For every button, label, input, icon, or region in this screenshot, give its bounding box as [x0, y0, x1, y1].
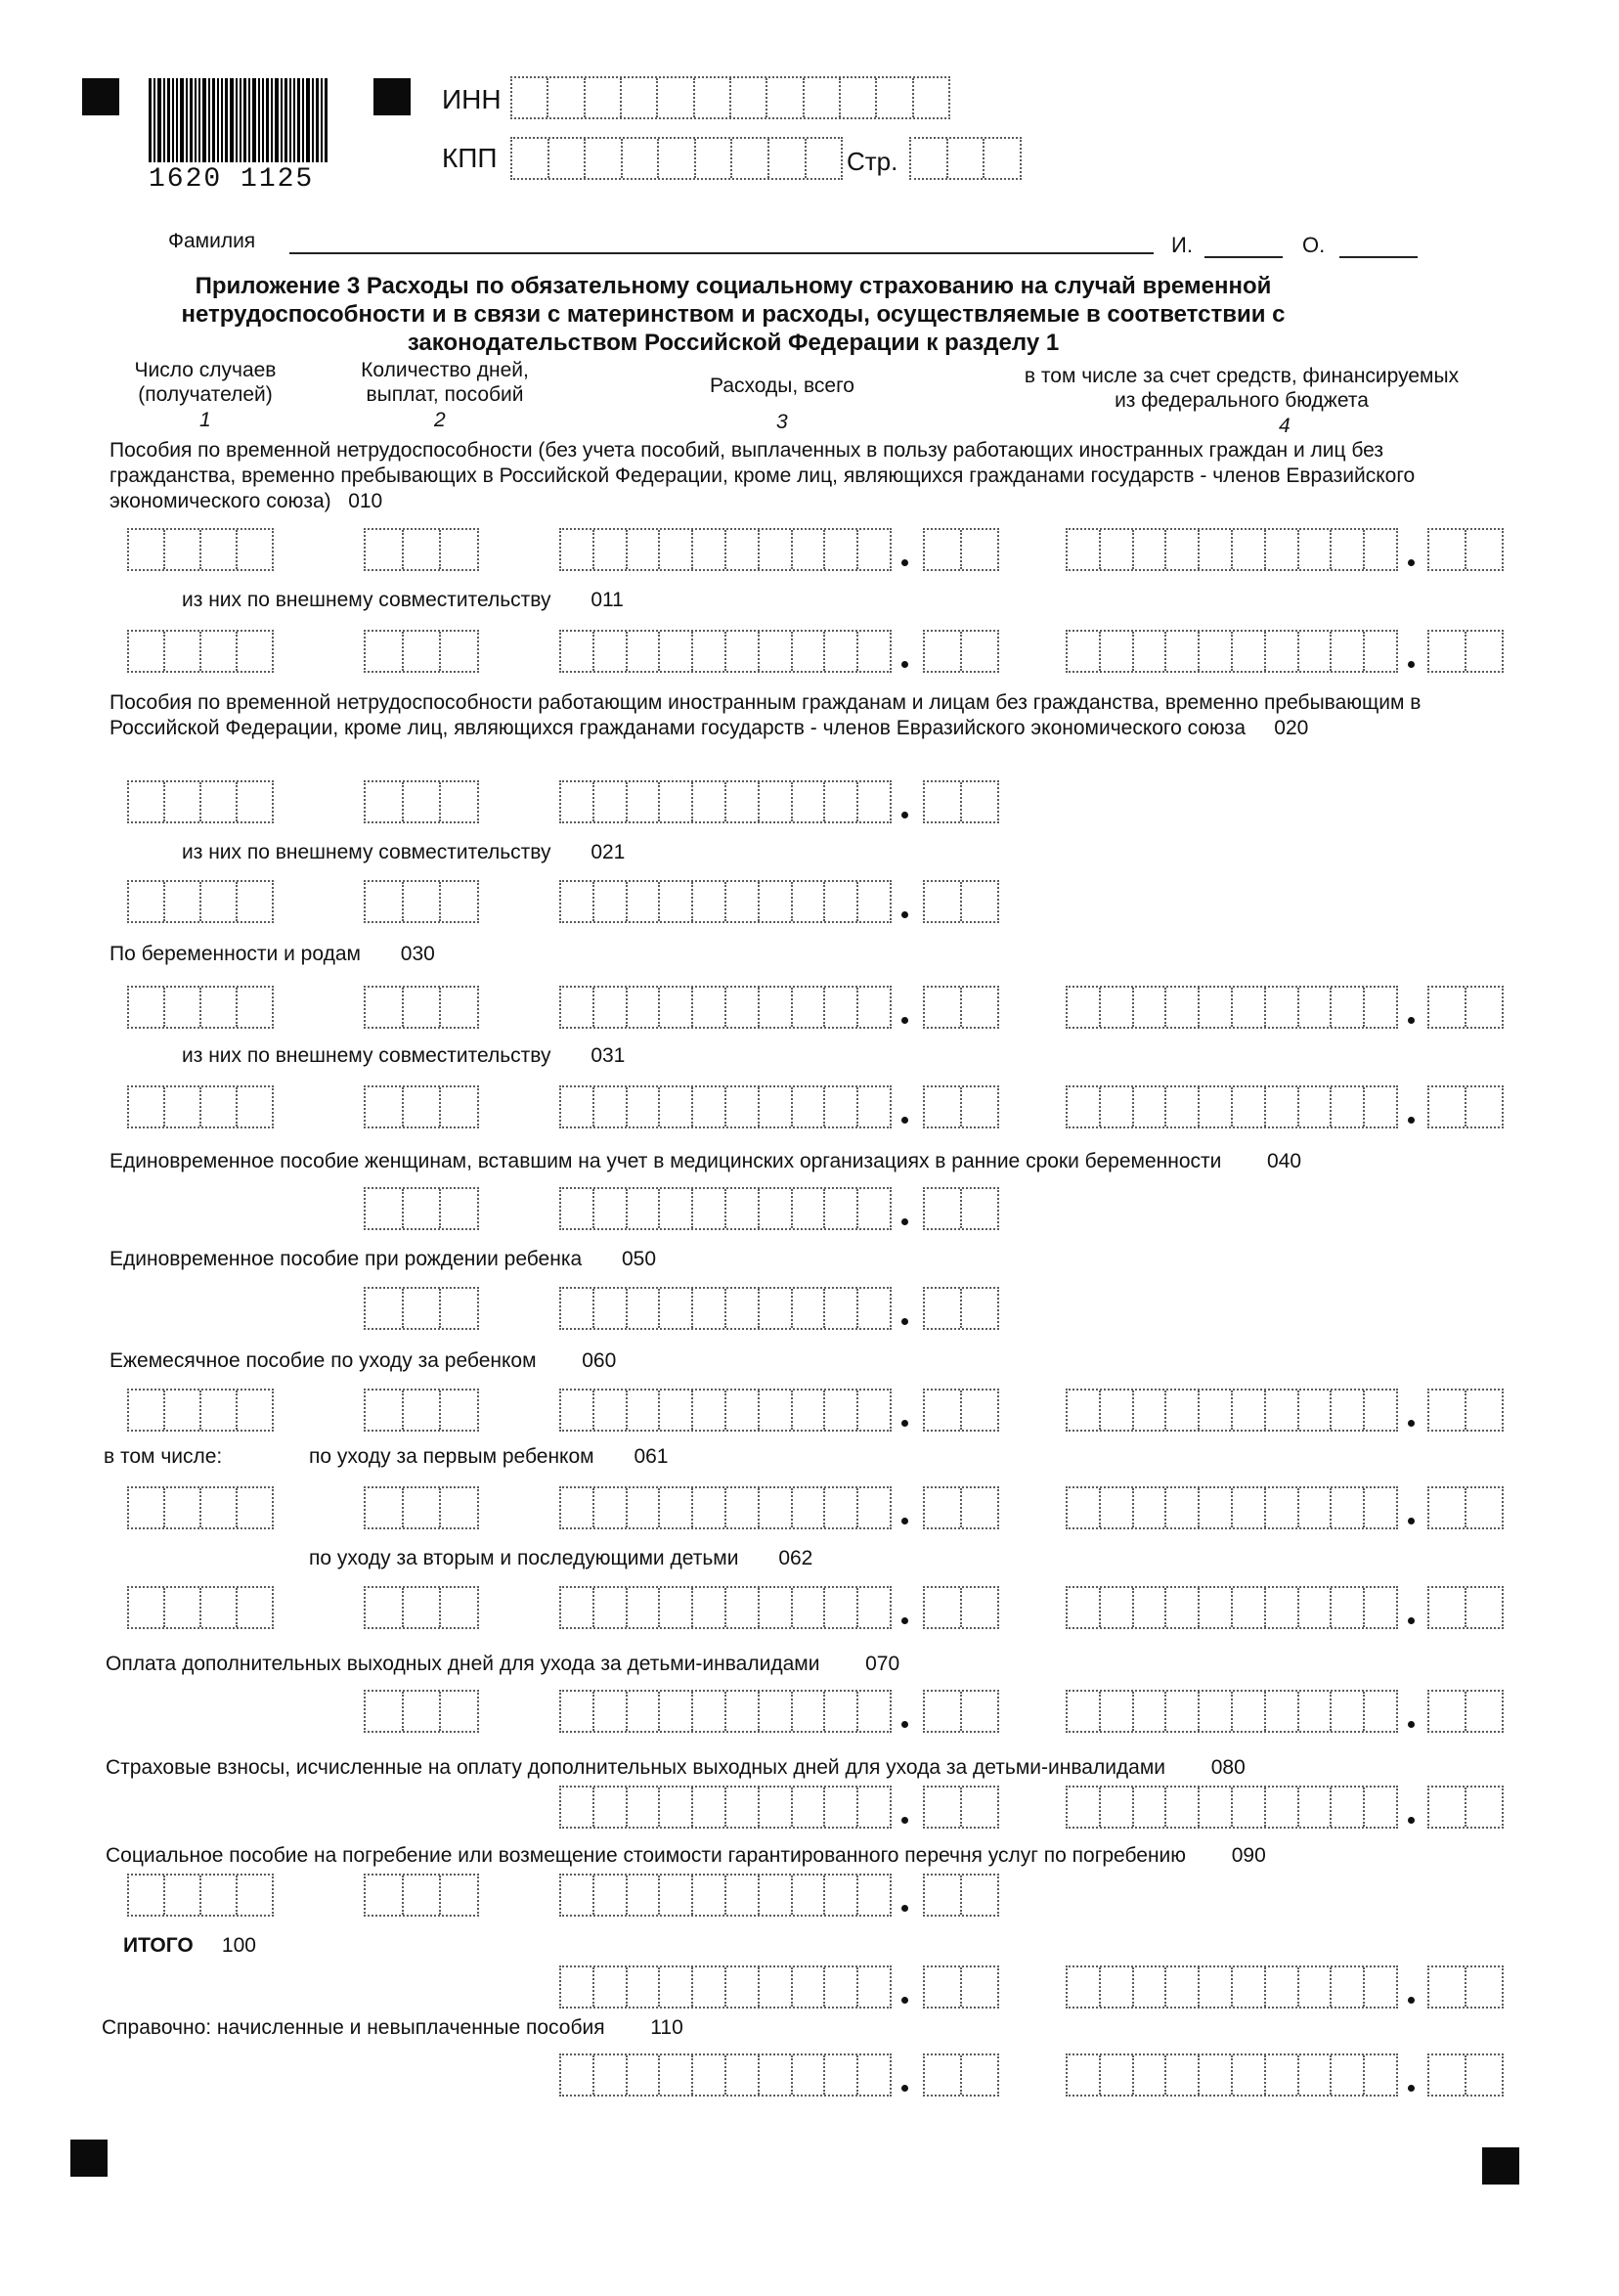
row-010-col1-field[interactable]: [127, 528, 274, 571]
row-050-code: 050: [622, 1248, 657, 1270]
row-020-label: [109, 690, 1439, 741]
row-100-col4-decimal-dot: [1408, 1997, 1415, 2004]
row-010-label: [109, 438, 1478, 514]
row-030-col3-fraction-field[interactable]: [923, 986, 999, 1029]
row-020-col1-field[interactable]: [127, 780, 274, 823]
row-062-col3-decimal-dot: [901, 1617, 908, 1624]
row-021-col3-integer-field[interactable]: [559, 880, 892, 923]
row-031-col1-field[interactable]: [127, 1085, 274, 1128]
row-011-col1-field[interactable]: [127, 630, 274, 673]
row-030-col1-field[interactable]: [127, 986, 274, 1029]
row-021-col3-fraction-field[interactable]: [923, 880, 999, 923]
row-031-col3-decimal-dot: [901, 1117, 908, 1124]
barcode: [149, 78, 344, 194]
inn-field[interactable]: [510, 76, 950, 119]
col1-header-line2: (получателей): [138, 383, 273, 406]
row-031-code: 031: [591, 1044, 626, 1067]
row-070-col4-decimal-dot: [1408, 1721, 1415, 1728]
row-062-col3-integer-field[interactable]: [559, 1586, 892, 1629]
col2-header-line1: Количество дней,: [361, 359, 529, 381]
row-060-code: 060: [582, 1349, 617, 1372]
row-100-col3-decimal-dot: [901, 1997, 908, 2004]
row-070-col3-fraction-field[interactable]: [923, 1690, 999, 1733]
title-line-1: Приложение 3 Расходы по обязательному социальному страхованию на случай временной: [195, 273, 1272, 299]
row-040-col2-field[interactable]: [364, 1187, 479, 1230]
row-062-col2-field[interactable]: [364, 1586, 479, 1629]
row-020-col2-field[interactable]: [364, 780, 479, 823]
row-100-text: ИТОГО: [123, 1934, 194, 1957]
row-030-col4-decimal-dot: [1408, 1017, 1415, 1024]
page-title: [147, 272, 1320, 357]
page-label: Стр.: [847, 147, 898, 176]
row-080-col3-fraction-field[interactable]: [923, 1786, 999, 1829]
kpp-label: КПП: [442, 143, 498, 173]
row-040-text: Единовременное пособие женщинам, вставшим на учет в медицинских организациях в ранние сроки беременности: [109, 1150, 1222, 1172]
row-070-code: 070: [865, 1653, 900, 1675]
row-100-col3-fraction-field[interactable]: [923, 1965, 999, 2009]
row-100-code: 100: [221, 1934, 256, 1957]
row-062-col4-decimal-dot: [1408, 1617, 1415, 1624]
row-010-col3-integer-field[interactable]: [559, 528, 892, 571]
row-061-code: 061: [634, 1445, 669, 1468]
row-011-col2-field[interactable]: [364, 630, 479, 673]
col3-number: 3: [776, 411, 788, 433]
row-061-col1-field[interactable]: [127, 1486, 274, 1529]
row-110-col4-fraction-field[interactable]: [1427, 2053, 1504, 2097]
row-031-col4-integer-field[interactable]: [1066, 1085, 1398, 1128]
col4-header-line1: в том числе за счет средств, финансируемых: [1024, 365, 1460, 387]
row-061-col4-integer-field[interactable]: [1066, 1486, 1398, 1529]
corner-marker-top-right: [373, 78, 411, 115]
row-050-col3-fraction-field[interactable]: [923, 1287, 999, 1330]
row-010-col4-fraction-field[interactable]: [1427, 528, 1504, 571]
row-030-col4-integer-field[interactable]: [1066, 986, 1398, 1029]
col1-header-line1: Число случаев: [134, 359, 277, 381]
row-060-label: [109, 1349, 616, 1373]
row-031-col3-integer-field[interactable]: [559, 1085, 892, 1128]
row-031-col3-fraction-field[interactable]: [923, 1085, 999, 1128]
row-021-text: из них по внешнему совместительству: [182, 841, 551, 863]
row-021-code: 021: [591, 841, 626, 863]
col4-header-line2: из федерального бюджета: [1115, 389, 1369, 412]
row-062-col1-field[interactable]: [127, 1586, 274, 1629]
row-020-text: Пособия по временной нетрудоспособности работающим иностранным гражданам и лицам без гражданства, временно пребывающим в Российской Федерации, кроме лиц, являющихся гражданами государств - членов Евразийского экономического союза: [109, 691, 1422, 739]
row-061-label: [309, 1445, 668, 1469]
row-030-code: 030: [400, 943, 435, 965]
col4-header: [987, 364, 1496, 413]
col2-header-line2: выплат, пособий: [366, 383, 524, 406]
row-011-col4-integer-field[interactable]: [1066, 630, 1398, 673]
row-040-col3-integer-field[interactable]: [559, 1187, 892, 1230]
row-050-col3-decimal-dot: [901, 1318, 908, 1325]
row-040-label: [109, 1150, 1301, 1173]
col3-header-line1: Расходы, всего: [710, 375, 854, 397]
row-061-col3-decimal-dot: [901, 1518, 908, 1524]
row-060-text: Ежемесячное пособие по уходу за ребенком: [109, 1349, 537, 1372]
row-011-code: 011: [591, 589, 624, 611]
row-011-col4-decimal-dot: [1408, 661, 1415, 668]
row-020-code: 020: [1274, 717, 1309, 739]
initial-i-field[interactable]: [1204, 256, 1283, 258]
row-060-col4-decimal-dot: [1408, 1420, 1415, 1427]
corner-marker-bottom-right: [1482, 2147, 1519, 2185]
row-062-col4-integer-field[interactable]: [1066, 1586, 1398, 1629]
row-070-col2-field[interactable]: [364, 1690, 479, 1733]
row-061-prefix: в том числе:: [104, 1445, 223, 1468]
row-010-col4-integer-field[interactable]: [1066, 528, 1398, 571]
row-080-col4-fraction-field[interactable]: [1427, 1786, 1504, 1829]
row-090-text: Социальное пособие на погребение или возмещение стоимости гарантированного перечня услуг по погребению: [106, 1844, 1187, 1867]
row-010-col3-decimal-dot: [901, 559, 908, 566]
row-021-col3-decimal-dot: [901, 911, 908, 918]
row-060-col3-fraction-field[interactable]: [923, 1389, 999, 1432]
row-011-label: [182, 589, 624, 612]
row-100-col4-fraction-field[interactable]: [1427, 1965, 1504, 2009]
title-line-3: законодательством Российской Федерации к разделу 1: [407, 330, 1060, 356]
row-010-code: 010: [348, 490, 383, 512]
row-070-col4-integer-field[interactable]: [1066, 1690, 1398, 1733]
row-061-text: по уходу за первым ребенком: [309, 1445, 594, 1468]
barcode-number: 1620 1125: [149, 164, 315, 195]
col3-header: [675, 374, 890, 398]
row-031-text: из них по внешнему совместительству: [182, 1044, 551, 1067]
row-061-col4-fraction-field[interactable]: [1427, 1486, 1504, 1529]
row-040-col3-decimal-dot: [901, 1218, 908, 1225]
row-040-col3-fraction-field[interactable]: [923, 1187, 999, 1230]
row-060-col3-decimal-dot: [901, 1420, 908, 1427]
row-110-col3-fraction-field[interactable]: [923, 2053, 999, 2097]
row-020-col3-integer-field[interactable]: [559, 780, 892, 823]
row-021-col2-field[interactable]: [364, 880, 479, 923]
row-062-label: [309, 1547, 812, 1570]
row-030-col4-fraction-field[interactable]: [1427, 986, 1504, 1029]
title-line-2: нетрудоспособности и в связи с материнством и расходы, осуществляемые в соответствии с: [181, 301, 1286, 328]
row-011-col3-decimal-dot: [901, 661, 908, 668]
row-031-col4-decimal-dot: [1408, 1117, 1415, 1124]
col2-header: [347, 358, 543, 407]
initial-o-label: О.: [1302, 233, 1326, 257]
row-060-col1-field[interactable]: [127, 1389, 274, 1432]
row-062-text: по уходу за вторым и последующими детьми: [309, 1547, 739, 1569]
surname-label: Фамилия: [168, 230, 256, 252]
row-062-col4-fraction-field[interactable]: [1427, 1586, 1504, 1629]
surname-field[interactable]: [289, 252, 1154, 254]
row-100-col4-integer-field[interactable]: [1066, 1965, 1398, 2009]
row-060-col4-integer-field[interactable]: [1066, 1389, 1398, 1432]
inn-label: ИНН: [442, 84, 502, 114]
row-021-label: [182, 841, 625, 864]
row-070-col4-fraction-field[interactable]: [1427, 1690, 1504, 1733]
row-070-col3-decimal-dot: [901, 1721, 908, 1728]
row-080-col3-integer-field[interactable]: [559, 1786, 892, 1829]
row-030-label: [109, 943, 435, 966]
row-031-col4-fraction-field[interactable]: [1427, 1085, 1504, 1128]
row-011-col3-fraction-field[interactable]: [923, 630, 999, 673]
row-030-col2-field[interactable]: [364, 986, 479, 1029]
initial-o-field[interactable]: [1339, 256, 1418, 258]
row-070-text: Оплата дополнительных выходных дней для ухода за детьми-инвалидами: [106, 1653, 820, 1675]
row-110-col3-integer-field[interactable]: [559, 2053, 892, 2097]
row-080-label: [106, 1756, 1246, 1780]
row-031-col2-field[interactable]: [364, 1085, 479, 1128]
row-090-col3-fraction-field[interactable]: [923, 1874, 999, 1917]
row-030-col3-decimal-dot: [901, 1017, 908, 1024]
row-060-col2-field[interactable]: [364, 1389, 479, 1432]
row-061-col2-field[interactable]: [364, 1486, 479, 1529]
row-061-col3-fraction-field[interactable]: [923, 1486, 999, 1529]
row-110-col3-decimal-dot: [901, 2085, 908, 2092]
row-110-code: 110: [650, 2016, 683, 2039]
row-070-label: [106, 1653, 899, 1676]
row-011-text: из них по внешнему совместительству: [182, 589, 551, 611]
row-100-label: [123, 1934, 256, 1958]
row-062-col3-fraction-field[interactable]: [923, 1586, 999, 1629]
row-080-text: Страховые взносы, исчисленные на оплату дополнительных выходных дней для ухода за детьми-инвалидами: [106, 1756, 1166, 1779]
col1-header: [98, 358, 313, 407]
corner-marker-top-left: [82, 78, 119, 115]
row-030-col3-integer-field[interactable]: [559, 986, 892, 1029]
row-050-label: [109, 1248, 656, 1271]
page-number-field[interactable]: [909, 137, 1022, 180]
col1-number: 1: [199, 409, 211, 431]
row-020-col3-fraction-field[interactable]: [923, 780, 999, 823]
row-100-col3-integer-field[interactable]: [559, 1965, 892, 2009]
row-050-col2-field[interactable]: [364, 1287, 479, 1330]
row-090-code: 090: [1231, 1844, 1266, 1867]
col4-number: 4: [1279, 415, 1291, 437]
row-080-col3-decimal-dot: [901, 1817, 908, 1824]
row-020-col3-decimal-dot: [901, 812, 908, 818]
row-060-col4-fraction-field[interactable]: [1427, 1389, 1504, 1432]
row-050-col3-integer-field[interactable]: [559, 1287, 892, 1330]
row-060-col3-integer-field[interactable]: [559, 1389, 892, 1432]
row-010-text: Пособия по временной нетрудоспособности (без учета пособий, выплаченных в пользу работающих иностранных граждан и лиц без гражданства, временно пребывающих в Российской Федерации, кроме лиц, являющихся гражданами государств - членов Евразийского экономического союза): [109, 439, 1416, 512]
row-090-col1-field[interactable]: [127, 1874, 274, 1917]
row-061-col4-decimal-dot: [1408, 1518, 1415, 1524]
row-021-col1-field[interactable]: [127, 880, 274, 923]
row-080-col4-integer-field[interactable]: [1066, 1786, 1398, 1829]
barcode-bars: [149, 78, 344, 162]
row-110-text: Справочно: начисленные и невыплаченные пособия: [102, 2016, 605, 2039]
row-110-col4-decimal-dot: [1408, 2085, 1415, 2092]
row-062-code: 062: [778, 1547, 813, 1569]
row-010-col3-fraction-field[interactable]: [923, 528, 999, 571]
row-090-col2-field[interactable]: [364, 1874, 479, 1917]
row-090-col3-decimal-dot: [901, 1905, 908, 1912]
row-050-text: Единовременное пособие при рождении ребенка: [109, 1248, 583, 1270]
corner-marker-bottom-left: [70, 2140, 108, 2177]
row-040-code: 040: [1267, 1150, 1302, 1172]
row-110-col4-integer-field[interactable]: [1066, 2053, 1398, 2097]
row-011-col3-integer-field[interactable]: [559, 630, 892, 673]
row-061-col3-integer-field[interactable]: [559, 1486, 892, 1529]
row-031-label: [182, 1044, 625, 1068]
kpp-field[interactable]: [510, 137, 843, 180]
row-090-col3-integer-field[interactable]: [559, 1874, 892, 1917]
row-080-code: 080: [1210, 1756, 1246, 1779]
row-110-label: [102, 2016, 683, 2040]
row-090-label: [106, 1844, 1266, 1868]
col2-number: 2: [434, 409, 446, 431]
row-011-col4-fraction-field[interactable]: [1427, 630, 1504, 673]
row-080-col4-decimal-dot: [1408, 1817, 1415, 1824]
initial-i-label: И.: [1171, 233, 1193, 257]
row-010-col2-field[interactable]: [364, 528, 479, 571]
row-070-col3-integer-field[interactable]: [559, 1690, 892, 1733]
row-010-col4-decimal-dot: [1408, 559, 1415, 566]
row-030-text: По беременности и родам: [109, 943, 361, 965]
